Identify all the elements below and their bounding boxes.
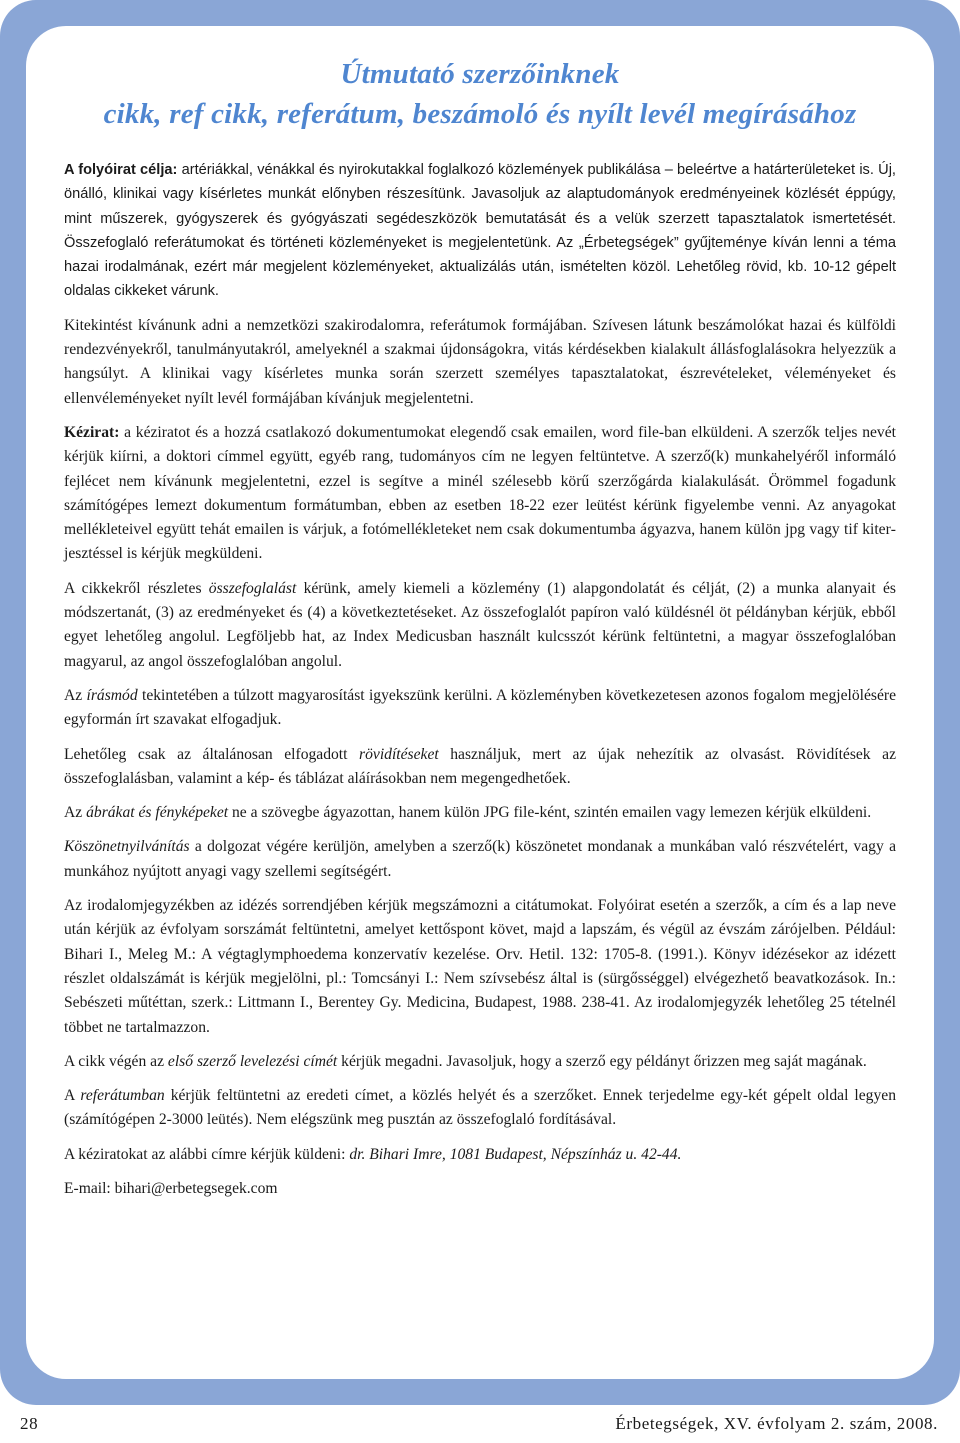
paragraph-address <box>64 1143 896 1167</box>
spelling-emphasis: írásmód <box>86 686 138 704</box>
paragraph-summary <box>64 577 896 674</box>
figures-emphasis: ábrákat és fényképeket <box>86 804 229 822</box>
spelling-text-2: tekintetében a túlzott magyarosítást igyekszünk kerülni. A közleményben következetesen azonos fogalom megjelölésére egyformán írt szavakat elfogadjuk. <box>64 686 896 729</box>
journal-citation: Érbetegségek, XV. évfolyam 2. szám, 2008. <box>615 1414 938 1433</box>
paragraph-references: Az irodalomjegyzékben az idézés sorrendjében kérjük megszámozni a citátumokat. Folyóirat esetén a szerzők, a cím és a lap neve után kérjük az évfolyam sorszámát feltüntetni, amelyet kettőspont követ, majd a lapszám, és végül az évszám zárójelben. Például: Bihari I., Meleg M.: A végtaglymphoedema konzervatív kezelése. Orv. Hetil. 132: 1705-8. (1991.). Könyv idézésekor az idézett részlet oldalszámát is kérjük megjelölni, pl.: Tomcsányi I.: Nem szívsebész által is (sürgősséggel) elvégezhető beavatkozások. In.: Sebészeti műtéttan, szerk.: Littmann I., Berentey Gy. Medicina, Budapest, 1988. 238-41. Az irodalomjegyzék lehetőleg 25 tételnél többet ne tartalmazzon. <box>64 897 896 1036</box>
paragraph-acknowledgements <box>64 835 896 884</box>
title-line-2: cikk, ref cikk, referátum, beszámoló és nyílt levél megírásához <box>103 98 857 130</box>
summary-text-1: A cikkekről részletes <box>64 579 209 597</box>
aims-label: A folyóirat célja: <box>64 162 178 178</box>
paragraph-manuscript <box>64 421 896 567</box>
aims-text: artériákkal, vénákkal és nyirokutakkal foglalkozó közlemények publikálása – beleértve a határterületeket is. Új, önálló, klinikai vagy kísérletes munkát előnyben részesítünk. Javasoljuk az alaptudományok eredményeinek közlését éppúgy, mint műszerek, gyógyszerek és gyógyászati segédeszközök bemutatását és a velük szerzett tapasztalatok ismertetését. Összefoglaló referátumokat és történeti közleményeket is megjelentetünk. Az „Érbetegségek” gyűjteménye kíván lenni a téma hazai irodalmának, ezért már megjelent közleményeket, aktualizálás után, ismételten közöl. Lehetőleg rövid, kb. 10-12 gépelt oldalas cikkeket várunk. <box>64 162 896 300</box>
referat-emphasis: referátumban <box>80 1087 165 1105</box>
abbreviations-text-2: használjuk, mert az újak nehezítik az olvasást. Rövidítések az összefoglalásban, valamint a kép- és táblázat aláírásokban nem megengedhetőek. <box>64 745 897 787</box>
abbreviations-text-1: Lehetőleg csak az általánosan elfogadott <box>64 745 360 763</box>
paragraph-figures <box>64 801 896 825</box>
abbreviations-emphasis: rövidítéseket <box>359 745 439 763</box>
paragraph-aims <box>64 158 896 304</box>
email-line: E-mail: bihari@erbetegsegek.com <box>64 1179 278 1197</box>
spelling-text-1: Az <box>64 686 87 704</box>
figures-text-1: Az <box>64 804 87 822</box>
acknowledgements-emphasis: Köszönetnyilvánítás <box>64 838 190 856</box>
manuscript-label: Kézirat: <box>64 423 120 441</box>
page-footer <box>0 1414 960 1438</box>
referat-text-1: A <box>64 1087 81 1105</box>
acknowledgements-text: a dolgozat végére kerüljön, amelyben a szerző(k) köszönetet mondanak a munkában való részvételért, vagy a munkához nyújtott anyagi vagy szellemi segítségért. <box>64 838 896 880</box>
address-text: A kéziratokat az alábbi címre kérjük küldeni: <box>64 1145 350 1163</box>
article-guidelines <box>64 54 896 1211</box>
paragraph-abbreviations <box>64 743 896 792</box>
summary-emphasis: összefoglalást <box>208 579 297 597</box>
paragraph-correspondence <box>64 1050 896 1074</box>
correspondence-text-2: kérjük megadni. Javasoljuk, hogy a szerző egy példányt őrizzen meg saját magának. <box>337 1052 867 1070</box>
title-line-1: Útmutató szerzőinknek <box>340 58 620 90</box>
manuscript-text: a kéziratot és a hozzá csatlakozó dokumentumokat elegendő csak emailen, word file-ban elküldeni. A szerzők teljes nevét kérjük kiírni, a doktori címmel együtt, egyéb rang, tudományos cím ne legyen feltüntetve. A szerző(k) munkahelyéről informáló fejlécet nem kívánunk megjelentetni, ezzel is segítve a minél szélesebb körű szerzőgárda kialakulását. Örömmel fogadunk számítógépes lemezt dokumentum formátumban, ebben az esetben 18-22 ezer leütést kérünk figyelembe venni. Az anyagokat mellékleteivel együtt tehát emailen is várjuk, a fotómellékleteket nem csak dokumentumba ágyazva, hanem külön jpg vagy tif kiterjesztéssel is kérjük megküldeni. <box>64 423 896 563</box>
paragraph-referat <box>64 1084 896 1133</box>
paragraph-outlook: Kitekintést kívánunk adni a nemzetközi szakirodalomra, referátumok formájában. Szívesen látunk beszámolókat hazai és külföldi rendezvényekről, tanulmányutakról, amelyeknél a szakmai újdonságokra, vitás kérdésekben kialakult állásfoglalásokra helyezzük a hangsúlyt. A klinikai vagy kísérletes munka során szerzett személyes tapasztalatokat, észrevételeket, véleményeket és ellenvéleményeket nyílt levél formájában kívánjuk megjelentetni. <box>64 316 896 407</box>
figures-text-2: ne a szövegbe ágyazottan, hanem külön JPG file-ként, szintén emailen vagy lemezen kérjük elküldeni. <box>228 804 872 822</box>
postal-address: dr. Bihari Imre, 1081 Budapest, Népszínház u. 42-44. <box>349 1145 682 1163</box>
page-number: 28 <box>20 1414 39 1433</box>
referat-text-2: kérjük feltüntetni az eredeti címet, a közlés helyét és a szerzőket. Ennek terjedelme egy-két gépelt oldal legyen (számítógépen 2-3000 leütés). Nem elégszünk meg pusztán az összefoglaló fordításával. <box>64 1087 896 1129</box>
paragraph-spelling <box>64 684 896 733</box>
summary-text-2: kérünk, amely kiemeli a közlemény (1) alapgondolatát és célját, (2) a munka alanyait és módszertanát, (3) az eredményeket és (4) a következtetéseket. Az összefoglalót papíron való küldésnél öt példányban kérjük, ebből egyet lehetőleg angolul. Legföljebb hat, az Index Medicusban használt kulcsszót kérünk feltüntetni, a magyar összefoglalóban magyarul, az angol összefoglalóban angolul. <box>64 579 896 670</box>
correspondence-emphasis: első szerző levelezési címét <box>167 1052 338 1070</box>
page-title <box>64 54 896 134</box>
correspondence-text-1: A cikk végén az <box>64 1052 168 1070</box>
